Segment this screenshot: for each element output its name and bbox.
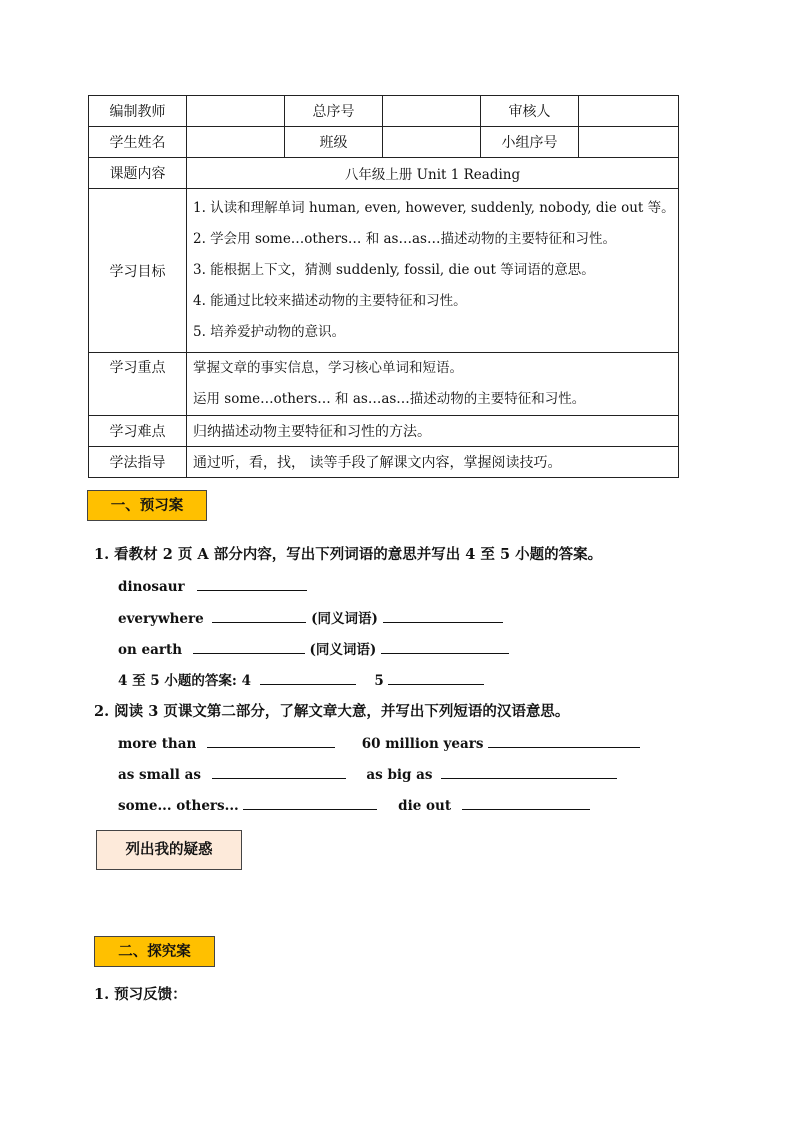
everywhere-blank[interactable] <box>212 608 306 623</box>
header-info-table <box>88 95 679 478</box>
keypoints-list <box>187 353 679 416</box>
synonym-label-2: (同义词语) <box>309 642 377 658</box>
goals-list <box>187 189 679 353</box>
answer-5-blank[interactable] <box>388 670 484 685</box>
q2-row-1 <box>118 733 640 752</box>
everywhere-synonym-blank[interactable] <box>383 608 503 623</box>
section-preview-title: 一、预习案 <box>87 490 207 521</box>
reviewer-value[interactable] <box>579 96 679 127</box>
method-label: 学法指导 <box>89 447 187 478</box>
as-small-as-label: as small as <box>118 767 201 783</box>
student-name-label: 学生姓名 <box>89 127 187 158</box>
my-doubts-box: 列出我的疑惑 <box>96 830 242 870</box>
group-label: 小组序号 <box>481 127 579 158</box>
as-small-as-blank[interactable] <box>212 764 346 779</box>
million-years-blank[interactable] <box>488 733 640 748</box>
goal-item: 5. 培养爱护动物的意识。 <box>193 324 346 340</box>
million-years-label: 60 million years <box>361 736 484 752</box>
goal-item: 2. 学会用 some…others… 和 as…as…描述动物的主要特征和习性。 <box>193 231 616 247</box>
q1-answers-row <box>118 669 484 689</box>
question-1: 1. 看教材 2 页 A 部分内容，写出下列词语的意思并写出 4 至 5 小题的答案。 <box>94 546 603 563</box>
keypoints-label: 学习重点 <box>89 353 187 416</box>
goals-label: 学习目标 <box>89 189 187 353</box>
reviewer-label: 审核人 <box>481 96 579 127</box>
q2-row-2 <box>118 764 617 783</box>
some-others-blank[interactable] <box>243 795 377 810</box>
section-explore-title: 二、探究案 <box>94 936 215 967</box>
die-out-label: die out <box>398 798 452 814</box>
teacher-label: 编制教师 <box>89 96 187 127</box>
goal-item: 1. 认读和理解单词 human, even, however, suddenly, nobody, die out 等。 <box>193 200 675 216</box>
answer-4-blank[interactable] <box>260 670 356 685</box>
die-out-blank[interactable] <box>462 795 590 810</box>
on-earth-label: on earth <box>118 642 183 658</box>
teacher-value[interactable] <box>187 96 285 127</box>
goal-item: 3. 能根据上下文，猜测 suddenly, fossil, die out 等词语的意思。 <box>193 262 595 278</box>
topic-value: 八年级上册 Unit 1 Reading <box>187 158 679 189</box>
q2-row-3 <box>118 795 590 814</box>
q1-everywhere-row <box>118 607 503 627</box>
question-2: 2. 阅读 3 页课文第二部分，了解文章大意，并写出下列短语的汉语意思。 <box>94 703 570 720</box>
class-label: 班级 <box>285 127 383 158</box>
difficulty-label: 学习难点 <box>89 416 187 447</box>
keypoint-item: 运用 some…others… 和 as…as…描述动物的主要特征和习性。 <box>193 391 586 407</box>
on-earth-synonym-blank[interactable] <box>381 639 509 654</box>
q1-on-earth-row <box>118 638 509 658</box>
more-than-blank[interactable] <box>207 733 335 748</box>
answer-5-label: 5 <box>374 673 384 689</box>
q1-dinosaur-row <box>118 576 307 595</box>
difficulty-value: 归纳描述动物主要特征和习性的方法。 <box>187 416 679 447</box>
dinosaur-label: dinosaur <box>118 579 185 595</box>
on-earth-blank[interactable] <box>193 639 305 654</box>
everywhere-label: everywhere <box>118 611 204 627</box>
serial-label: 总序号 <box>285 96 383 127</box>
synonym-label-1: (同义词语) <box>311 611 378 627</box>
dinosaur-blank[interactable] <box>197 576 307 591</box>
answers-label: 4 至 5 小题的答案: 4 <box>118 673 251 689</box>
student-name-value[interactable] <box>187 127 285 158</box>
serial-value[interactable] <box>383 96 481 127</box>
as-big-as-label: as big as <box>366 767 433 783</box>
more-than-label: more than <box>118 736 197 752</box>
goal-item: 4. 能通过比较来描述动物的主要特征和习性。 <box>193 293 467 309</box>
some-others-label: some... others... <box>118 798 239 814</box>
as-big-as-blank[interactable] <box>441 764 617 779</box>
group-value[interactable] <box>579 127 679 158</box>
question-feedback: 1. 预习反馈： <box>94 986 187 1003</box>
keypoint-item: 掌握文章的事实信息，学习核心单词和短语。 <box>193 360 463 376</box>
topic-label: 课题内容 <box>89 158 187 189</box>
class-value[interactable] <box>383 127 481 158</box>
method-value: 通过听，看，找， 读等手段了解课文内容，掌握阅读技巧。 <box>187 447 679 478</box>
